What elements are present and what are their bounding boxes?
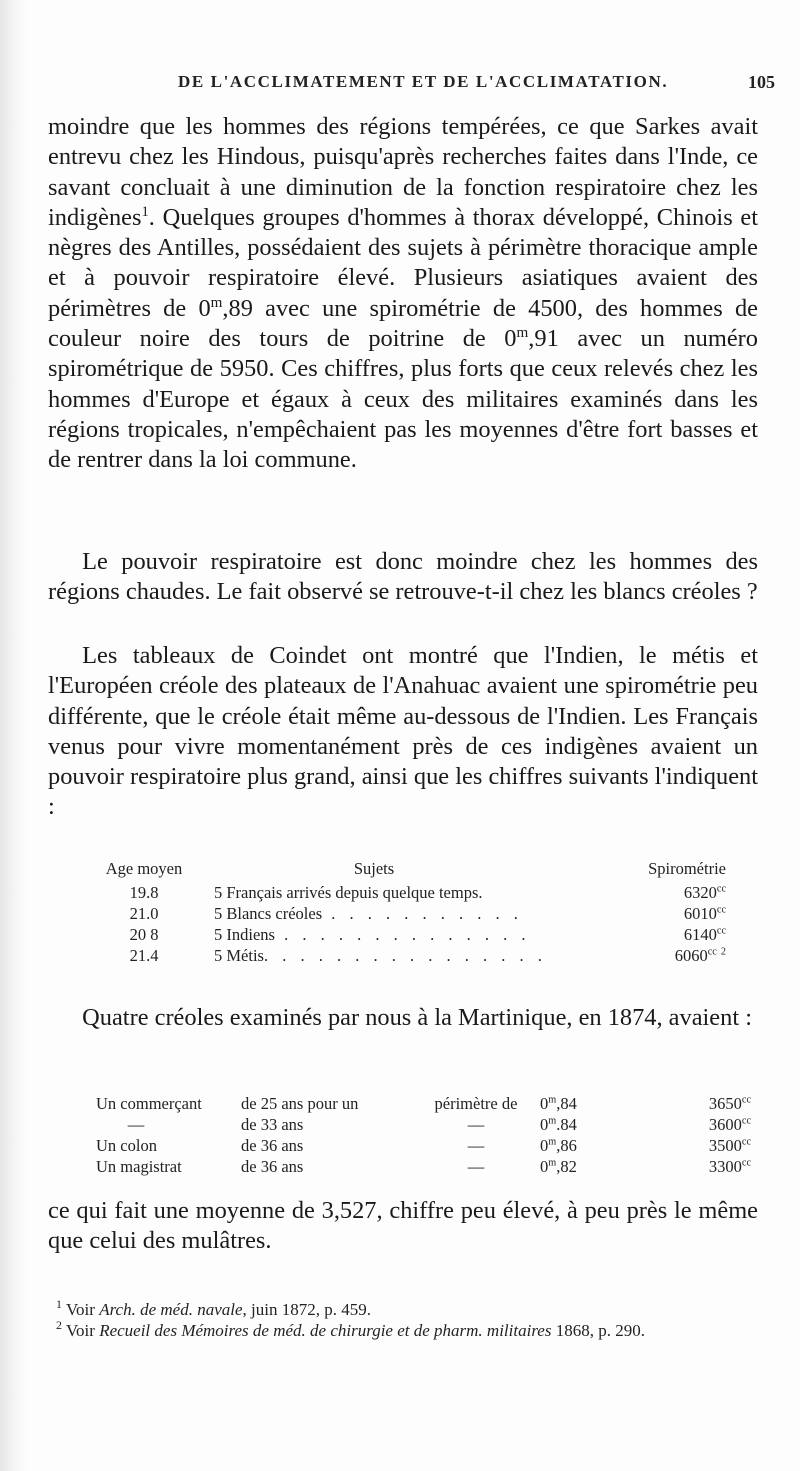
perimeter-dec: ,84 — [556, 1094, 577, 1113]
cell-perimeter-label: — — [467, 1157, 485, 1176]
martinique-table — [96, 1094, 756, 1178]
cell-spiro-value: 3300 — [708, 1157, 742, 1176]
header-age: Age moyen — [105, 859, 183, 878]
cell-spirometrie — [681, 1157, 751, 1177]
perimeter-unit: m — [548, 1136, 557, 1148]
cell-spirometrie — [586, 925, 726, 945]
footnote-number: 2 — [56, 1318, 62, 1333]
cell-spiro-unit: cc — [741, 1094, 751, 1106]
spirometry-table — [96, 859, 736, 967]
table-row — [96, 946, 736, 967]
perimeter-unit: m — [548, 1157, 557, 1169]
cell-person: Un colon — [96, 1136, 157, 1155]
footnote-2 — [48, 1320, 758, 1341]
footnote-text-end: 1868, p. 290. — [551, 1321, 645, 1340]
cell-spiro-value: 6060 — [674, 946, 708, 965]
unit-meter-1: m — [210, 294, 223, 311]
perimeter-dec: .84 — [556, 1115, 577, 1134]
cell-sujets-text: 5 Métis — [214, 946, 264, 965]
cell-perimeter — [540, 1136, 660, 1156]
cell-spiro-unit: cc — [716, 883, 726, 895]
header-sujets: Sujets — [353, 859, 395, 878]
cell-sujets-text: 5 Français arrivés depuis quelque temps. — [214, 883, 483, 902]
cell-sujets-text: 5 Indiens — [214, 925, 275, 944]
footnote-text-end: , juin 1872, p. 459. — [242, 1300, 371, 1319]
paragraph-2: Le pouvoir respiratoire est donc moindre chez les hommes des régions chaudes. Le fait observé se retrouve-t-il chez les blancs créoles ? — [48, 548, 758, 606]
paragraph-3: Les tableaux de Coindet ont montré que l'Indien, le métis et l'Européen créole des plateaux de l'Anahuac avaient une spirométrie peu différente, que le créole était même au-dessous de l'Indien. Les Français venus pour vivre momentanément près de ces indigènes avaient un pouvoir respiratoire plus grand, ainsi que les chiffres suivants l'indiquent : — [48, 642, 758, 821]
cell-age: 19.8 — [129, 883, 159, 902]
paragraph-1-text-b: . Quelques groupes d'hommes à thorax développé, Chinois et nègres des Antilles, possédaient des sujets à périmètre thoracique ample et à pouvoir respiratoire élevé. Plusieurs asiatiques avaient des périmètres de 0 — [48, 203, 758, 322]
cell-spirometrie — [586, 883, 726, 903]
running-title: DE L'ACCLIMATEMENT ET DE L'ACCLIMATATION. — [178, 72, 669, 91]
table-row — [96, 904, 736, 925]
cell-spirometrie — [681, 1094, 751, 1114]
cell-spiro-value: 3600 — [708, 1115, 742, 1134]
cell-perimeter-label: — — [467, 1115, 485, 1134]
perimeter-int: 0 — [540, 1115, 549, 1134]
dot-leader: . . . . . . . . . . . . . . — [274, 925, 531, 944]
table-row — [96, 1115, 756, 1136]
cell-person: — — [127, 1115, 145, 1134]
footnotes — [48, 1299, 758, 1341]
cell-age: 21.4 — [129, 946, 159, 965]
table-row — [96, 1136, 756, 1157]
cell-spirometrie — [586, 904, 726, 924]
cell-sujets-text: 5 Blancs créoles — [214, 904, 323, 923]
paragraph-5: ce qui fait une moyenne de 3,527, chiffre peu élevé, à peu près le même que celui des mulâtres. — [48, 1197, 758, 1255]
table-row — [96, 883, 736, 904]
footnote-text: Voir — [65, 1300, 100, 1319]
table-row — [96, 1094, 756, 1115]
cell-spiro-value: 3500 — [708, 1136, 742, 1155]
cell-perimeter — [540, 1094, 660, 1114]
perimeter-dec: ,86 — [556, 1136, 577, 1155]
cell-perimeter-label: — — [467, 1136, 485, 1155]
dot-leader: . . . . . . . . . . . . . . . . — [263, 946, 547, 965]
cell-spiro-value: 6320 — [683, 883, 717, 902]
cell-age: de 36 ans — [241, 1157, 304, 1176]
cell-age: de 33 ans — [241, 1115, 304, 1134]
footnote-ref-1: 1 — [141, 203, 149, 220]
cell-spiro-unit: cc — [741, 1157, 751, 1169]
cell-spiro-value: 6010 — [683, 904, 717, 923]
table-row — [96, 1157, 756, 1178]
cell-age: 21.0 — [129, 904, 159, 923]
paragraph-1-text-a: moindre que les hommes des régions tempérées, ce que Sarkes avait entrevu chez les Hindous, puisqu'après recherches faites dans l'Inde, ce savant concluait à une diminution de la fonction respiratoire chez les indigènes — [48, 113, 758, 231]
perimeter-unit: m — [548, 1115, 557, 1127]
unit-meter-2: m — [516, 324, 529, 341]
page-header — [178, 72, 775, 100]
cell-spiro-unit: cc — [741, 1115, 751, 1127]
cell-spirometrie — [586, 946, 726, 966]
cell-age: 20 8 — [129, 925, 159, 944]
header-spirometrie: Spirométrie — [648, 859, 726, 878]
page-number: 105 — [748, 72, 775, 92]
table-header-row — [96, 859, 736, 883]
paragraph-4: Quatre créoles examinés par nous à la Martinique, en 1874, avaient : — [82, 1004, 752, 1031]
paragraph-1-text-d: ,91 avec un numéro spirométrique de 5950. Ces chiffres, plus forts que ceux relevés chez les hommes d'Europe et égaux à ceux des militaires examinés dans les régions tropicales, n'empêchaient pas les moyennes d'être fort basses et de rentrer dans la loi commune. — [48, 325, 758, 474]
footnote-source-title: Recueil des Mémoires de méd. de chirurgie et de pharm. militaires — [99, 1321, 552, 1340]
perimeter-dec: ,82 — [556, 1157, 577, 1176]
cell-spiro-value: 3650 — [708, 1094, 742, 1113]
paragraph-1-text-c: ,89 avec une spirométrie de 4500, des hommes de couleur noire des tours de poitrine de 0 — [48, 294, 758, 353]
footnote-ref-2: 2 — [720, 946, 726, 958]
cell-perimeter — [540, 1157, 660, 1177]
footnote-number: 1 — [56, 1297, 62, 1312]
paragraph-1 — [48, 112, 758, 476]
footnote-1 — [48, 1299, 758, 1320]
page-gutter-shadow — [0, 0, 28, 1471]
cell-person: Un magistrat — [96, 1157, 182, 1176]
cell-perimeter-label: périmètre de — [434, 1094, 518, 1113]
table-row — [96, 925, 736, 946]
cell-spirometrie — [681, 1115, 751, 1135]
cell-spiro-value: 6140 — [683, 925, 717, 944]
perimeter-int: 0 — [540, 1136, 549, 1155]
cell-spiro-unit: cc — [716, 925, 726, 937]
cell-spiro-unit: cc — [716, 904, 726, 916]
perimeter-unit: m — [548, 1094, 557, 1106]
cell-spirometrie — [681, 1136, 751, 1156]
perimeter-int: 0 — [540, 1094, 549, 1113]
cell-spiro-unit: cc — [707, 946, 717, 958]
footnote-text: Voir — [65, 1321, 100, 1340]
cell-age: de 25 ans pour un — [241, 1094, 359, 1113]
dot-leader: . . . . . . . . . . . — [322, 904, 523, 923]
cell-perimeter — [540, 1115, 660, 1135]
footnote-source-title: Arch. de méd. navale — [99, 1300, 243, 1319]
cell-person: Un commerçant — [96, 1094, 202, 1113]
cell-age: de 36 ans — [241, 1136, 304, 1155]
perimeter-int: 0 — [540, 1157, 549, 1176]
cell-spiro-unit: cc — [741, 1136, 751, 1148]
